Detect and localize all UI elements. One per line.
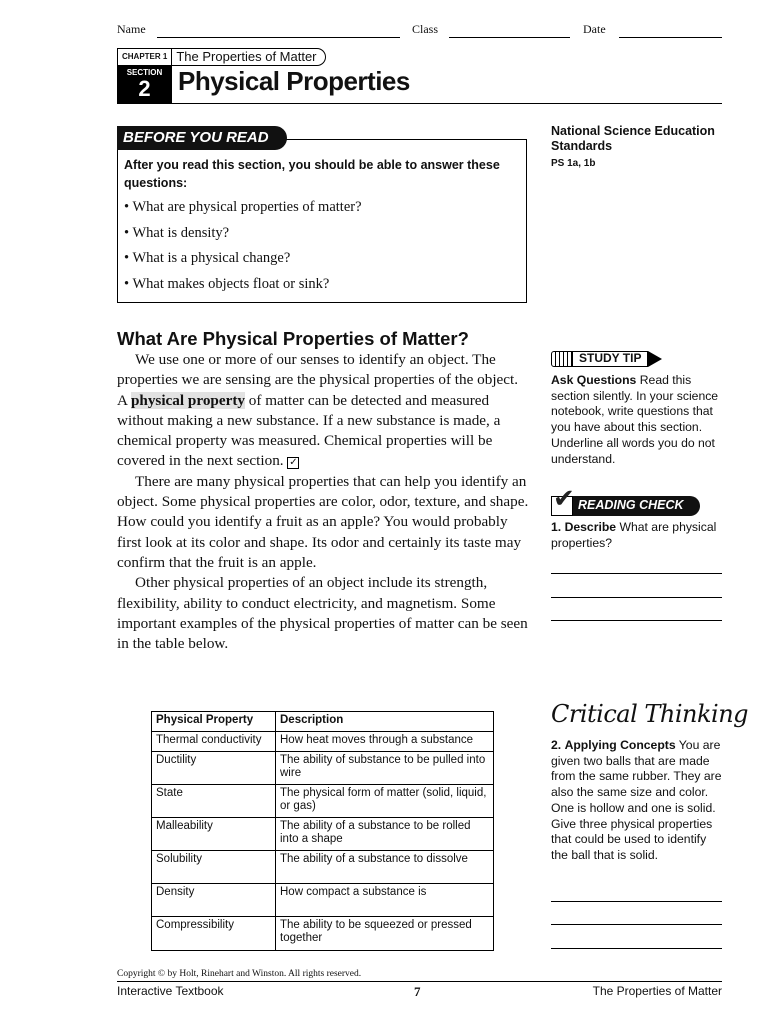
answer-line[interactable] xyxy=(551,620,722,621)
paragraph-1: We use one or more of our senses to identify an object. The properties we are sensing are the physical properties of the object. A physical property of matter can be detected and measured without making a new substance. If a new substance is made, a chemical property was measured. Chemical properties will be covered in the next section. ✓ xyxy=(117,351,519,470)
paragraph-2: There are many physical properties that can help you identify an object. Some physical properties are color, odor, texture, and shape. How could you identify a fruit as an apple? You would probably first look at its color and shape. Its odor and certainly its taste may confirm that the fruit is an apple. xyxy=(117,472,529,571)
table-cell: Ductility xyxy=(152,752,276,785)
list-item: • What is density? xyxy=(124,224,230,241)
list-item: • What are physical properties of matter? xyxy=(124,199,362,215)
standards-codes: PS 1a, 1b xyxy=(551,158,596,169)
footer-divider xyxy=(117,981,722,982)
study-tip-label: STUDY TIP xyxy=(573,351,648,367)
table-header: Physical Property xyxy=(152,712,276,732)
title-divider xyxy=(172,103,722,104)
name-field[interactable] xyxy=(157,37,400,38)
table-row xyxy=(152,884,494,917)
table-cell: The ability of a substance to dissolve xyxy=(276,851,494,884)
reading-check-label: READING CHECK xyxy=(570,496,700,516)
page-title: Physical Properties xyxy=(178,66,410,96)
section-badge xyxy=(117,66,172,104)
reading-check-verb: Describe xyxy=(564,520,617,534)
date-field[interactable] xyxy=(619,37,722,38)
table-cell: Malleability xyxy=(152,818,276,851)
table-cell: Density xyxy=(152,884,276,917)
answer-line[interactable] xyxy=(551,597,722,598)
table-cell: Thermal conductivity xyxy=(152,732,276,752)
pencil-tip-icon xyxy=(648,351,662,367)
section-number: 2 xyxy=(138,76,151,101)
table-row xyxy=(152,732,494,752)
page-number: 7 xyxy=(414,984,421,999)
before-you-read-questions xyxy=(124,199,362,301)
paragraph-3: Other physical properties of an object include its strength, flexibility, ability to conduct electricity, and magnetism. Some important examples of the physical properties of matter can be seen in the table below. xyxy=(117,574,528,653)
footer-book-title: Interactive Textbook xyxy=(117,984,224,998)
table-cell: The ability of a substance to be rolled into a shape xyxy=(276,818,494,851)
table-cell: State xyxy=(152,785,276,818)
student-info-header xyxy=(117,22,722,42)
table-cell: The ability of substance to be pulled into wire xyxy=(276,752,494,785)
list-item: • What makes objects float or sink? xyxy=(124,275,330,292)
key-term-physical-property[interactable]: physical property xyxy=(130,391,245,409)
table-cell: The ability to be squeezed or pressed together xyxy=(276,917,494,951)
chapter-tag xyxy=(117,48,326,66)
table-header-row xyxy=(152,712,494,732)
checkmark-icon: ✔ xyxy=(553,484,575,514)
before-you-read-label: BEFORE YOU READ xyxy=(117,126,287,150)
footer-chapter-title: The Properties of Matter xyxy=(592,984,722,998)
reading-check-question: 1. Describe What are physical properties? xyxy=(551,520,717,550)
answer-line[interactable] xyxy=(551,924,722,925)
before-you-read-intro: After you read this section, you should be able to answer these questions: xyxy=(124,158,500,190)
table-cell: Solubility xyxy=(152,851,276,884)
list-item: • What is a physical change? xyxy=(124,250,291,266)
section-label: SECTION xyxy=(126,68,163,77)
table-cell: How heat moves through a substance xyxy=(276,732,494,752)
class-field[interactable] xyxy=(449,37,570,38)
class-label: Class xyxy=(412,22,439,36)
table-cell: Compressibility xyxy=(152,917,276,951)
answer-line[interactable] xyxy=(551,948,722,949)
study-tip-text: Ask Questions Read this section silently. In your science notebook, write questions that you have about this section. Underline all words you do not understand. xyxy=(551,373,719,466)
critical-thinking-title: Critical Thinking xyxy=(551,700,749,728)
physical-properties-table xyxy=(151,711,494,951)
table-row xyxy=(152,752,494,785)
study-tip-banner xyxy=(551,350,662,368)
study-tip-heading: Ask Questions xyxy=(551,373,637,387)
standards-title: National Science Education Standards xyxy=(551,124,715,153)
table-cell: The physical form of matter (solid, liquid, or gas) xyxy=(276,785,494,818)
copyright: Copyright © by Holt, Rinehart and Winston. All rights reserved. xyxy=(117,969,362,979)
reading-check-marker-icon: ✓ xyxy=(289,457,298,469)
name-label: Name xyxy=(117,22,146,36)
critical-thinking-skill: Applying Concepts xyxy=(564,738,676,752)
table-row xyxy=(152,917,494,951)
body-text xyxy=(117,350,530,654)
critical-thinking-question: 2. Applying Concepts You are given two balls that are made from the same rubber. They are also the same size and color. One is hollow and one is solid. Give three physical properties that could be used to identify the ball that is solid. xyxy=(551,738,722,862)
main-heading: What Are Physical Properties of Matter? xyxy=(117,328,469,349)
table-header: Description xyxy=(276,712,494,732)
answer-line[interactable] xyxy=(551,901,722,902)
table-row xyxy=(152,818,494,851)
answer-line[interactable] xyxy=(551,573,722,574)
table-row xyxy=(152,785,494,818)
chapter-title: The Properties of Matter xyxy=(172,48,325,66)
date-label: Date xyxy=(583,22,606,36)
pencil-icon xyxy=(551,351,573,367)
table-row xyxy=(152,851,494,884)
table-cell: How compact a substance is xyxy=(276,884,494,917)
chapter-label: CHAPTER 1 xyxy=(117,48,172,66)
